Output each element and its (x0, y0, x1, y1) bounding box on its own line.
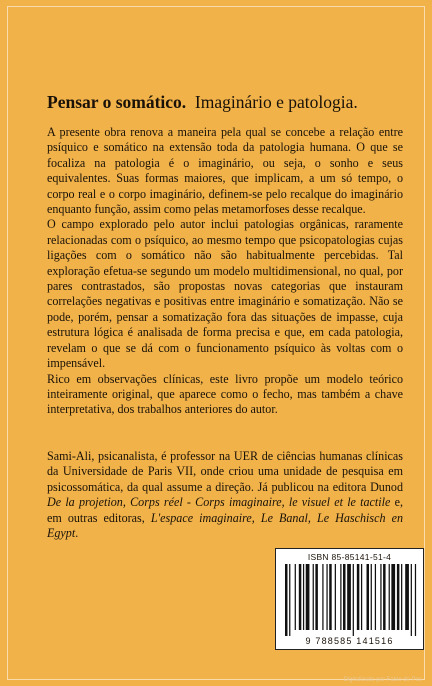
barcode-bar (353, 564, 354, 636)
barcode-bar (397, 564, 399, 630)
barcode-bar (322, 564, 323, 630)
barcode-bar (326, 564, 327, 630)
title-subtitle: Imaginário e patologia. (194, 92, 358, 112)
barcode-bar (357, 564, 359, 630)
bio-text-middle: e, em outras editoras, (47, 495, 403, 525)
barcode-bar (289, 564, 290, 636)
synopsis-paragraph-3: Rico em observações clínicas, este livro propõe um modelo teórico inteiramente original, que aparece como o fecho, mas também a chave interpretativa, dos trabalhos anteriores do autor. (47, 371, 403, 417)
barcode-bar (405, 564, 409, 630)
synopsis-paragraph-1: A presente obra renova a maneira pela qual se concebe a relação entre psíquico e somático na extensão toda da patologia humana. O que se focaliza na patologia é o imaginário, ou seja, o sonho e seus equivalentes. Suas formas maiores, que implicam, a um só tempo, o corpo real e o corpo imaginário, definem-se pelo recalque do imaginário enquanto função, assim como pelas metamorfoses desse recalque. (47, 125, 403, 217)
barcode-bar (299, 564, 301, 630)
barcode-bar (371, 564, 372, 630)
author-bio (47, 449, 403, 541)
barcode-bar (380, 564, 381, 630)
barcode-bar (285, 564, 287, 636)
barcode-bar (343, 564, 345, 630)
barcode-bar (389, 564, 390, 630)
barcode-bar (306, 564, 310, 630)
barcode-bar (401, 564, 402, 630)
synopsis-paragraph-2: O campo explorado pelo autor inclui patologias orgânicas, raramente relacionadas com o psíquico, ao mesmo tempo que psicopatologias cujas ligações com o somático não são habitualmente percebidas. Tal exploração efetua-se segundo um modelo multidimensional, no qual, por pares contrastados, são propostas novas categorias que instauram correlações negativas e positivas entre imaginário e somatização. Não se pode, porém, pensar a somatização fora das situações de impasse, cuja estrutura lógica é analisada de forma precisa e que, em cada patologia, revelam o que se dá com o funcionamento psíquico às voltas com o impensável. (47, 217, 403, 371)
barcode-bar (375, 564, 376, 630)
barcode-bar (361, 564, 362, 630)
barcode-bar (391, 564, 395, 630)
barcode-bar (347, 564, 351, 630)
isbn-label: ISBN 85-85141-51-4 (307, 552, 392, 562)
barcode-icon (285, 564, 419, 636)
barcode-bar (329, 564, 331, 630)
title-bold: Pensar o somático. (47, 92, 187, 112)
book-title (47, 91, 402, 113)
barcode-bar (367, 564, 369, 630)
author-bio-text (47, 449, 403, 541)
barcode-bar (295, 564, 296, 630)
isbn-digits: 9 788585 141516 (305, 636, 394, 646)
barcode-bar (383, 564, 385, 630)
barcode-bar (340, 564, 341, 630)
barcode-bar (415, 564, 416, 636)
bio-text-before: Sami-Ali, psicanalista, é professor na UER de ciências humanas clínicas da Universidade de Paris VII, onde criou uma unidade de pesquisa em psicossomática, da qual assume a direção. Já publicou na editora Dunod (47, 449, 403, 494)
barcode-bar (411, 564, 412, 636)
bio-works-dunod: De la projetion, Corps réel - Corps imaginaire, le visuel et le tactile (47, 495, 391, 510)
isbn-barcode-box (275, 548, 424, 650)
barcode-bar (313, 564, 314, 630)
barcode-bar (303, 564, 304, 630)
synopsis (47, 125, 403, 418)
bio-works-other: L'espace imaginaire, Le Banal, Le Haschisch en Egypt (47, 510, 403, 541)
bio-text-end: . (75, 526, 79, 541)
barcode-bar (335, 564, 336, 630)
scan-watermark: Digitalizado por Fabio de Pos (343, 677, 422, 683)
barcode-bar (315, 564, 317, 630)
